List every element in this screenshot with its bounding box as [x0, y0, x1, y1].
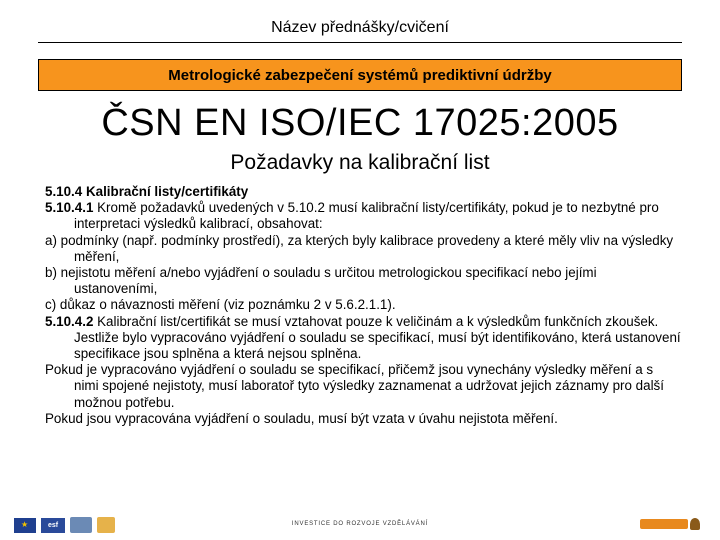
- brand-mark-logo: [690, 518, 700, 530]
- brand-logo: [634, 517, 700, 531]
- paragraph-uncertainty: Pokud jsou vypracována vyjádření o souladu, musí být vzata v úvahu nejistota měření.: [45, 410, 558, 426]
- section-heading: 5.10.4 Kalibrační listy/certifikáty: [45, 184, 249, 199]
- footer-slogan: INVESTICE DO ROZVOJE VZDĚLÁVÁNÍ: [291, 521, 429, 527]
- list-item-c: c) důkaz o návaznosti měření (viz poznámku 2 v 5.6.2.1.1).: [45, 297, 396, 313]
- slide-title: ČSN EN ISO/IEC 17025:2005: [101, 102, 619, 144]
- brand-wordmark-logo: [640, 519, 688, 529]
- list-item-a: a) podmínky (např. podmínky prostředí), za kterých byly kalibrace provedeny a které měly vliv na výsledky měření,: [45, 232, 674, 264]
- clause-5-10-4-1: [45, 200, 681, 232]
- paragraph-omitted-results: Pokud je vypracováno vyjádření o souladu se specifikací, přičemž jsou vynechány výsledky měření a s nimi spojené nejistoty, musí laboratoř tyto výsledky zaznamenat a udržovat jejich záznamy pro další možnou potřebu.: [45, 362, 664, 410]
- clause-text: Kalibrační list/certifikát se musí vztahovat pouze k veličinám a k výsledkům funkčních zkoušek. Jestliže bylo vypracováno vyjádření o souladu se specifikací, musí být identifikováno, která ustanovení specifikace jsou splněna a která nejsou splněna.: [74, 313, 681, 362]
- clause-number: 5.10.4.1: [45, 200, 94, 216]
- slide-body: [45, 184, 681, 427]
- slide-subtitle: Požadavky na kalibrační list: [230, 151, 490, 174]
- esf-logo: esf: [41, 518, 65, 533]
- clause-text: Kromě požadavků uvedených v 5.10.2 musí kalibrační listy/certifikáty, pokud je to nezbytné pro interpretaci výsledků kalibrací, obsahovat:: [74, 200, 659, 232]
- course-banner: [38, 59, 682, 91]
- clause-number: 5.10.4.2: [45, 313, 94, 329]
- lecture-title: Název přednášky/cvičení: [271, 19, 449, 36]
- clause-5-10-4-2: [45, 314, 681, 363]
- list-item-b: b) nejistotu měření a/nebo vyjádření o souladu s určitou metrologickou specifikací nebo jejími ustanoveními,: [45, 265, 597, 297]
- title-divider: [38, 42, 682, 43]
- course-banner-text: Metrologické zabezpečení systémů prediktivní údržby: [168, 66, 552, 84]
